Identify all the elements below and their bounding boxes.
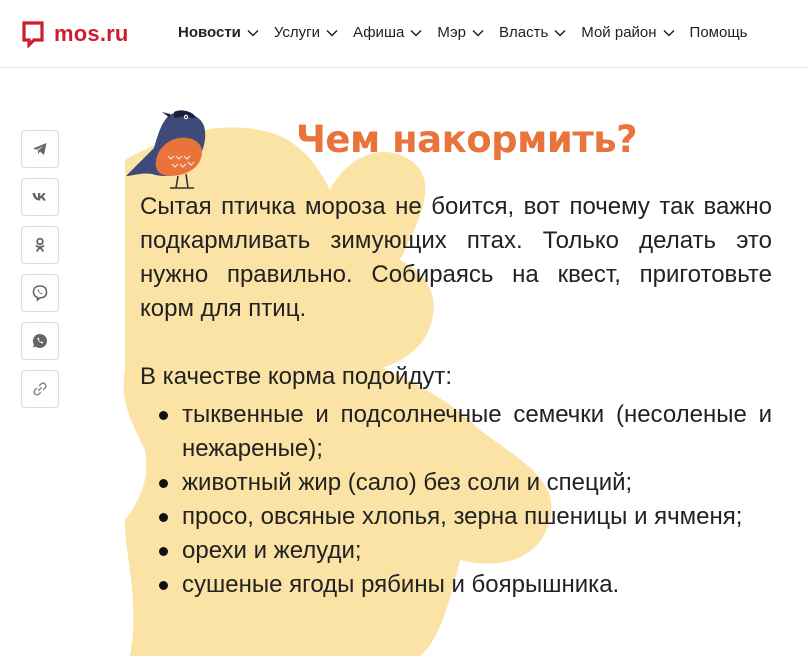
main-nav	[178, 24, 762, 41]
logo-text: mos.ru	[54, 21, 129, 46]
viber-icon	[31, 284, 49, 302]
share-whatsapp-button[interactable]	[21, 322, 59, 360]
list-title: В качестве корма подойдут:	[140, 363, 453, 390]
logo-icon	[21, 20, 45, 48]
nav-item-afisha[interactable]: Афиша	[353, 24, 422, 41]
chevron-down-icon	[554, 29, 566, 37]
share-odnoklassniki-button[interactable]	[21, 226, 59, 264]
nav-item-authority[interactable]: Власть	[499, 24, 566, 41]
copy-link-button[interactable]	[21, 370, 59, 408]
share-vk-button[interactable]	[21, 178, 59, 216]
list-item: орехи и желуди;	[140, 534, 772, 568]
list-item: сушеные ягоды рябины и боярышника.	[140, 568, 772, 602]
odnoklassniki-icon	[31, 236, 49, 254]
share-viber-button[interactable]	[21, 274, 59, 312]
list-item: просо, овсяные хлопья, зерна пшеницы и ячменя;	[140, 500, 772, 534]
logo[interactable]	[21, 20, 129, 48]
telegram-icon	[31, 140, 49, 158]
list-item: тыквенные и подсолнечные семечки (несоленые и нежареные);	[140, 398, 772, 466]
chevron-down-icon	[410, 29, 422, 37]
nav-item-services[interactable]: Услуги	[274, 24, 338, 41]
chevron-down-icon	[663, 29, 675, 37]
site-header	[0, 0, 809, 68]
chevron-down-icon	[472, 29, 484, 37]
link-icon	[31, 380, 49, 398]
whatsapp-icon	[31, 332, 49, 350]
list-item: животный жир (сало) без соли и специй;	[140, 466, 772, 500]
nav-item-help[interactable]: Помощь	[689, 24, 748, 41]
article-title: Чем накормить?	[296, 118, 638, 161]
share-telegram-button[interactable]	[21, 130, 59, 168]
nav-item-district[interactable]: Мой район	[581, 24, 674, 41]
chevron-down-icon	[326, 29, 338, 37]
bird-illustration	[124, 104, 208, 194]
chevron-down-icon	[247, 29, 259, 37]
nav-item-news[interactable]: Новости	[178, 24, 259, 41]
vk-icon	[31, 188, 49, 206]
food-list	[140, 398, 772, 602]
nav-item-mayor[interactable]: Мэр	[437, 24, 484, 41]
article-intro: Сытая птичка мороза не боится, вот почему так важно подкармливать зимующих птах. Только делать это нужно правильно. Собираясь на квест, приготовьте корм для птиц.	[140, 193, 772, 322]
